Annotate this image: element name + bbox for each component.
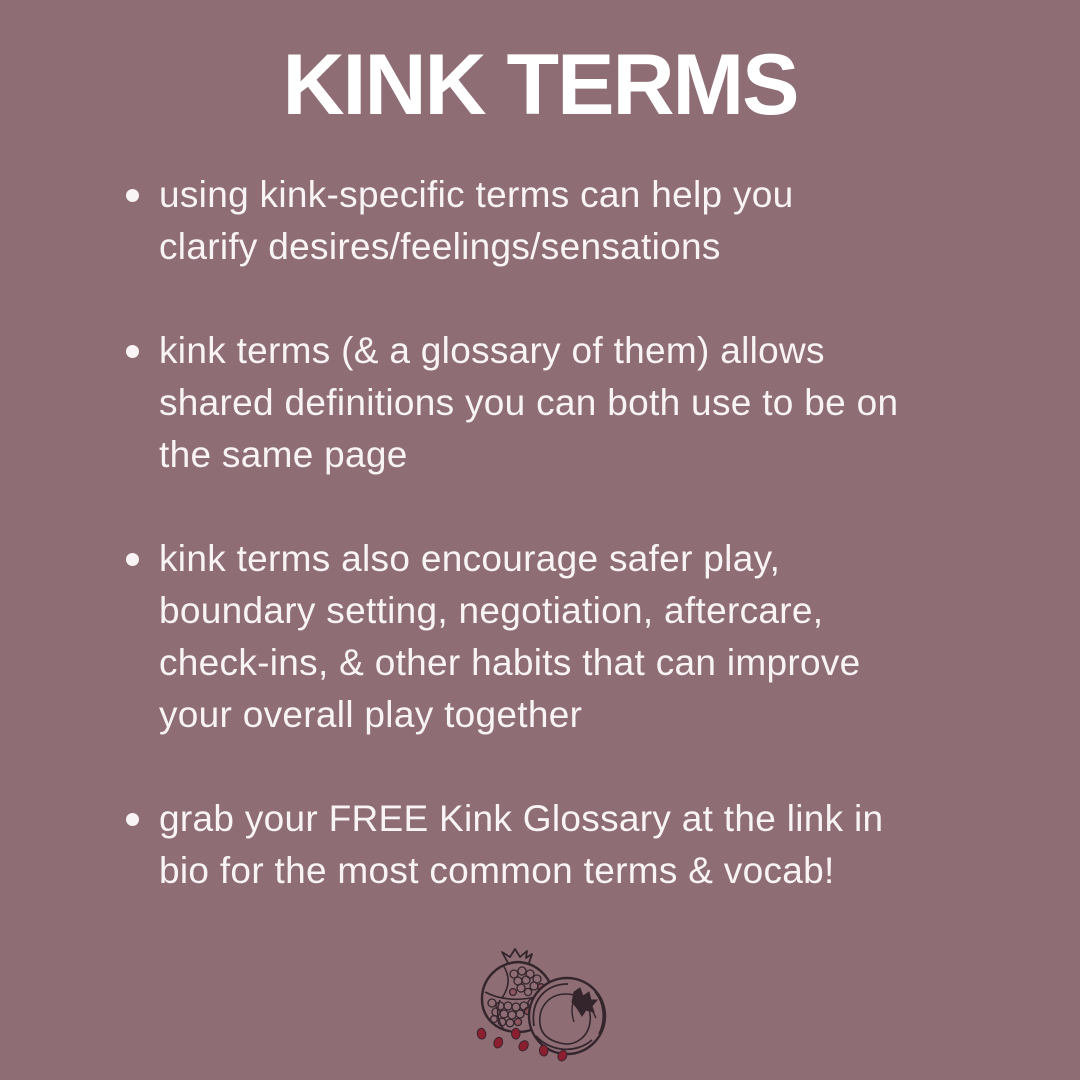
bullet-item xyxy=(126,169,1020,273)
pomegranate-logo xyxy=(466,948,618,1073)
pomegranate-illustration-icon xyxy=(466,948,618,1068)
bullet-text xyxy=(159,533,861,741)
bullet-line: shared definitions you can both use to be on xyxy=(159,381,899,423)
bullet-text xyxy=(159,325,898,481)
bullet-line: check-ins, & other habits that can improve xyxy=(159,641,861,683)
bullet-text xyxy=(159,169,794,273)
bullet-dot xyxy=(126,345,139,358)
bullet-item xyxy=(126,325,1020,481)
bullet-line: bio for the most common terms & vocab! xyxy=(159,849,835,891)
page-title: KINK TERMS xyxy=(282,37,798,133)
bullet-line: the same page xyxy=(159,433,408,475)
bullet-dot xyxy=(126,189,139,202)
bullet-line: grab your FREE Kink Glossary at the link in xyxy=(159,797,884,839)
bullet-line: clarify desires/feelings/sensations xyxy=(159,225,721,267)
bullet-item xyxy=(126,793,1020,897)
bullet-dot xyxy=(126,553,139,566)
pomegranate-whole-icon xyxy=(529,978,605,1054)
bullet-list xyxy=(0,169,1080,897)
bullet-line: boundary setting, negotiation, aftercare, xyxy=(159,589,824,631)
bullet-item xyxy=(126,533,1020,741)
bullet-line: your overall play together xyxy=(159,693,583,735)
bullet-dot xyxy=(126,813,139,826)
bullet-line: kink terms (& a glossary of them) allows xyxy=(159,329,825,371)
bullet-line: using kink-specific terms can help you xyxy=(159,173,794,215)
bullet-text xyxy=(159,793,883,897)
bullet-line: kink terms also encourage safer play, xyxy=(159,537,781,579)
